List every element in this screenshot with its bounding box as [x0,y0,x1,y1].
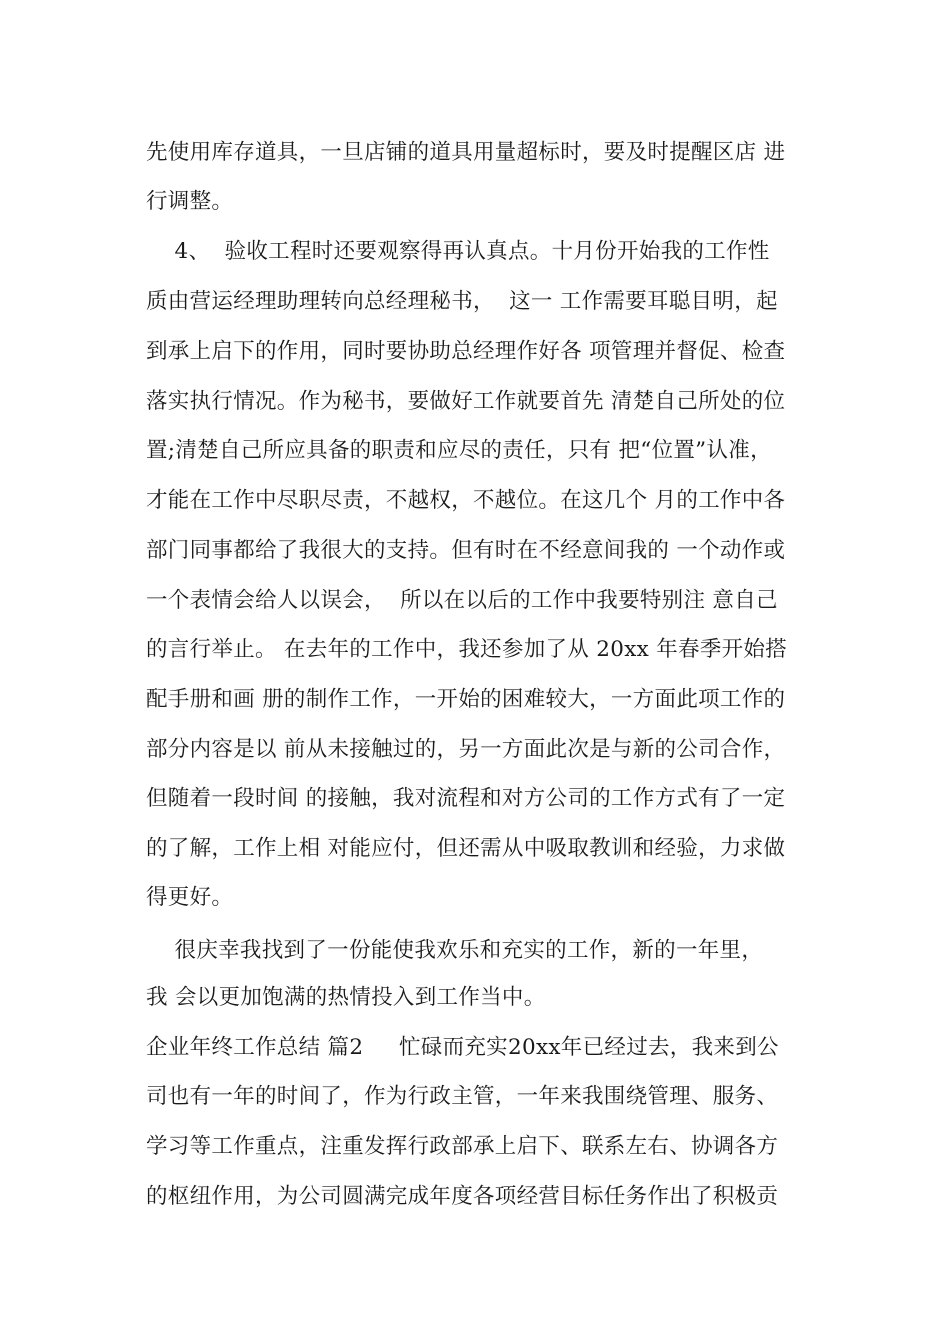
text-line: 部分内容是以 前从未接触过的，另一方面此次是与新的公司合作， [146,737,786,762]
text-line: 先使用库存道具，一旦店铺的道具用量超标时，要及时提醒区店 进 [146,140,786,165]
text-line: 落实执行情况。作为秘书，要做好工作就要首先 清楚自己所处的位 [146,389,786,414]
text-line: 部门同事都给了我很大的支持。但有时在不经意间我的 一个动作或 [146,538,786,563]
text-line: 的了解，工作上相 对能应付，但还需从中吸取教训和经验，力求做 [146,836,786,861]
text-line: 行调整。 [146,189,234,214]
text-line: 到承上启下的作用，同时要协助总经理作好各 项管理并督促、检查 [146,339,786,364]
text-line: 我 会以更加饱满的热情投入到工作当中。 [146,985,546,1010]
text-line: 但随着一段时间 的接触，我对流程和对方公司的工作方式有了一定 [146,786,786,811]
text-line: 的言行举止。 在去年的工作中，我还参加了从 20xx 年春季开始搭 [146,637,788,662]
text-line: 得更好。 [146,885,234,910]
text-line: 很庆幸我找到了一份能使我欢乐和充实的工作，新的一年里， [146,938,764,963]
text-line: 配手册和画 册的制作工作，一开始的困难较大，一方面此项工作的 [146,687,786,712]
text-line: 才能在工作中尽职尽责，不越权，不越位。在这几个 月的工作中各 [146,488,786,513]
text-line: 一个表情会给人以误会， 所以在以后的工作中我要特别注 意自己 [146,588,778,613]
text-line: 质由营运经理助理转向总经理秘书， 这一 工作需要耳聪目明，起 [146,289,778,314]
text-line: 学习等工作重点，注重发挥行政部承上启下、联系左右、协调各方 [146,1134,779,1159]
section-heading-line: 企业年终工作总结 篇2 忙碌而充实20xx年已经过去，我来到公 [146,1035,779,1060]
text-line: 司也有一年的时间了，作为行政主管，一年来我围绕管理、服务、 [146,1084,779,1109]
text-line: 4、 验收工程时还要观察得再认真点。十月份开始我的工作性 [146,239,770,264]
text-line: 置;清楚自己所应具备的职责和应尽的责任，只有 把“位置”认准， [146,438,772,463]
text-line: 的枢纽作用，为公司圆满完成年度各项经营目标任务作出了积极贡 [146,1184,779,1209]
